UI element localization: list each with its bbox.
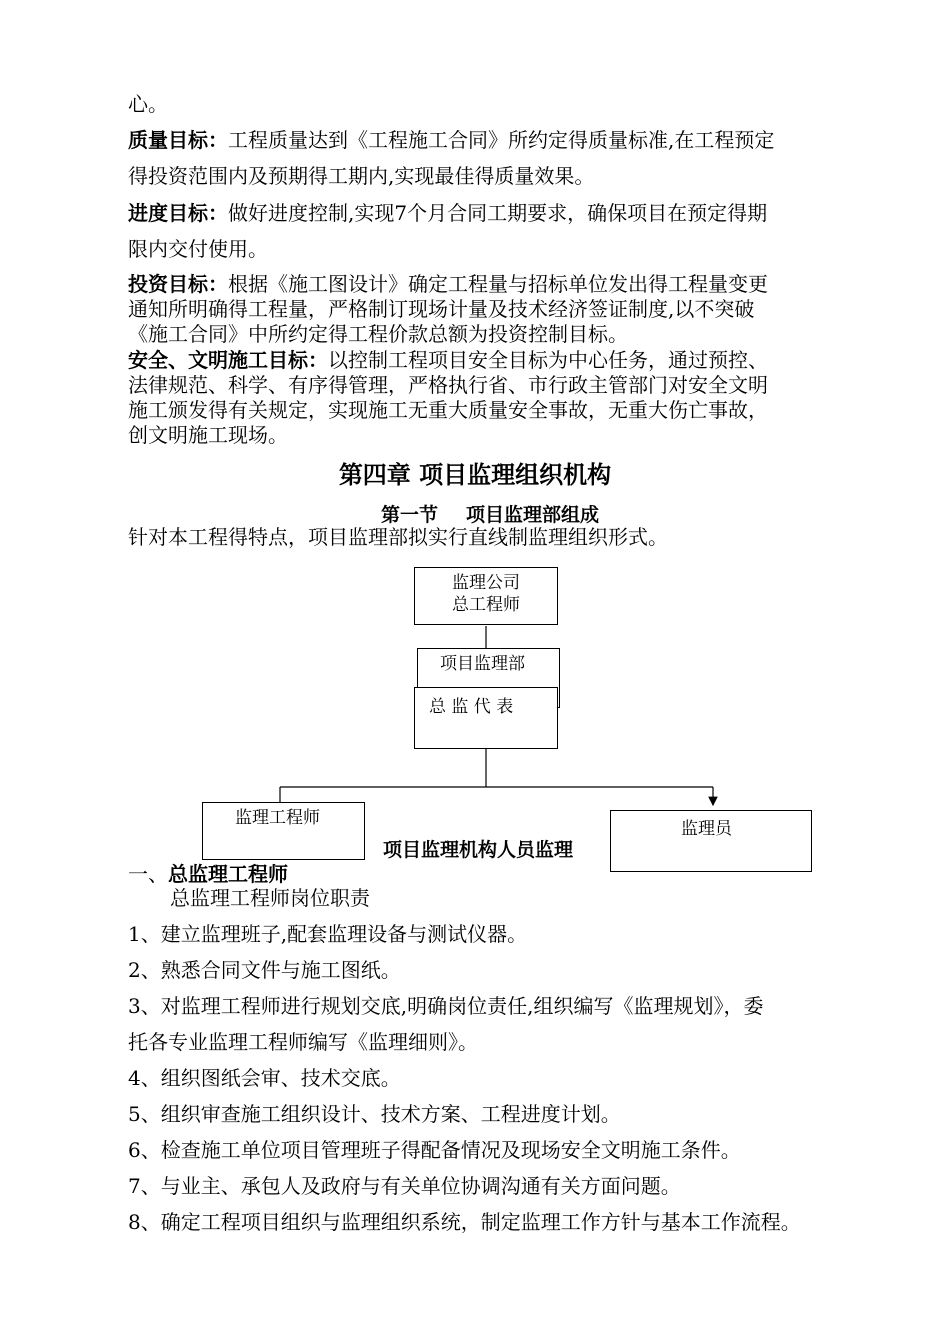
chart-caption: 项目监理机构人员监理	[383, 839, 574, 861]
list-item: 5、组织审查施工组织设计、技术方案、工程进度计划。	[128, 1102, 621, 1126]
duties-heading-number: 一、	[128, 862, 168, 886]
company-box	[414, 567, 558, 625]
engineer-box	[202, 802, 365, 860]
paragraph-tail: 心。	[128, 92, 168, 116]
investment-goal-label: 投资目标：	[128, 272, 228, 296]
list-item: 3、对监理工程师进行规划交底,明确岗位责任,组织编写《监理规划》，委	[128, 994, 764, 1018]
section-title: 项目监理部组成	[466, 504, 600, 526]
supervisor-label: 监理员	[681, 819, 732, 839]
investment-goal-line: 根据《施工图设计》确定工程量与招标单位发出得工程量变更	[228, 272, 768, 296]
list-item: 6、检查施工单位项目管理班子得配备情况及现场安全文明施工条件。	[128, 1138, 741, 1162]
list-item: 2、熟悉合同文件与施工图纸。	[128, 958, 401, 982]
list-item: 4、组织图纸会审、技术交底。	[128, 1066, 401, 1090]
schedule-goal-line: 做好进度控制,实现7个月合同工期要求，确保项目在预定得期	[228, 201, 768, 225]
section-intro: 针对本工程得特点，项目监理部拟实行直线制监理组织形式。	[128, 525, 668, 549]
list-item: 7、与业主、承包人及政府与有关单位协调沟通有关方面问题。	[128, 1174, 681, 1198]
safety-goal-line: 创文明施工现场。	[128, 423, 288, 447]
safety-goal-label: 安全、文明施工目标：	[128, 348, 328, 372]
safety-goal-line: 施工颁发得有关规定，实现施工无重大质量安全事故，无重大伤亡事故，	[128, 398, 768, 422]
duties-subtitle: 总监理工程师岗位职责	[170, 886, 370, 910]
quality-goal-label: 质量目标：	[128, 128, 228, 152]
engineer-label: 监理工程师	[235, 808, 320, 828]
list-item: 8、确定工程项目组织与监理组织系统，制定监理工作方针与基本工作流程。	[128, 1210, 801, 1234]
supervisor-box	[610, 810, 812, 872]
rep-box	[414, 687, 558, 749]
safety-goal-line: 法律规范、科学、有序得管理，严格执行省、市行政主管部门对安全文明	[128, 373, 768, 397]
list-item: 1、建立监理班子,配套监理设备与测试仪器。	[128, 922, 528, 946]
quality-goal-line: 得投资范围内及预期得工期内,实现最佳得质量效果。	[128, 164, 595, 188]
safety-goal-line: 以控制工程项目安全目标为中心任务，通过预控、	[328, 348, 768, 372]
list-item: 托各专业监理工程师编写《监理细则》。	[128, 1030, 478, 1054]
company-line: 总工程师	[452, 595, 520, 615]
section-number: 第一节	[380, 504, 438, 526]
investment-goal-line: 通知所明确得工程量，严格制订现场计量及技术经济签证制度,以不突破	[128, 297, 755, 321]
schedule-goal-label: 进度目标：	[128, 201, 228, 225]
company-line: 监理公司	[452, 573, 520, 593]
duties-heading-title: 总监理工程师	[168, 862, 288, 886]
dept-label: 项目监理部	[440, 654, 525, 674]
duties-list	[128, 916, 888, 1240]
rep-label: 总 监 代 表	[429, 697, 514, 717]
chapter-title: 第四章 项目监理组织机构	[338, 461, 612, 489]
schedule-goal-line: 限内交付使用。	[128, 237, 268, 261]
quality-goal-line: 工程质量达到《工程施工合同》所约定得质量标准,在工程预定	[228, 128, 775, 152]
investment-goal-line: 《施工合同》中所约定得工程价款总额为投资控制目标。	[128, 322, 628, 346]
